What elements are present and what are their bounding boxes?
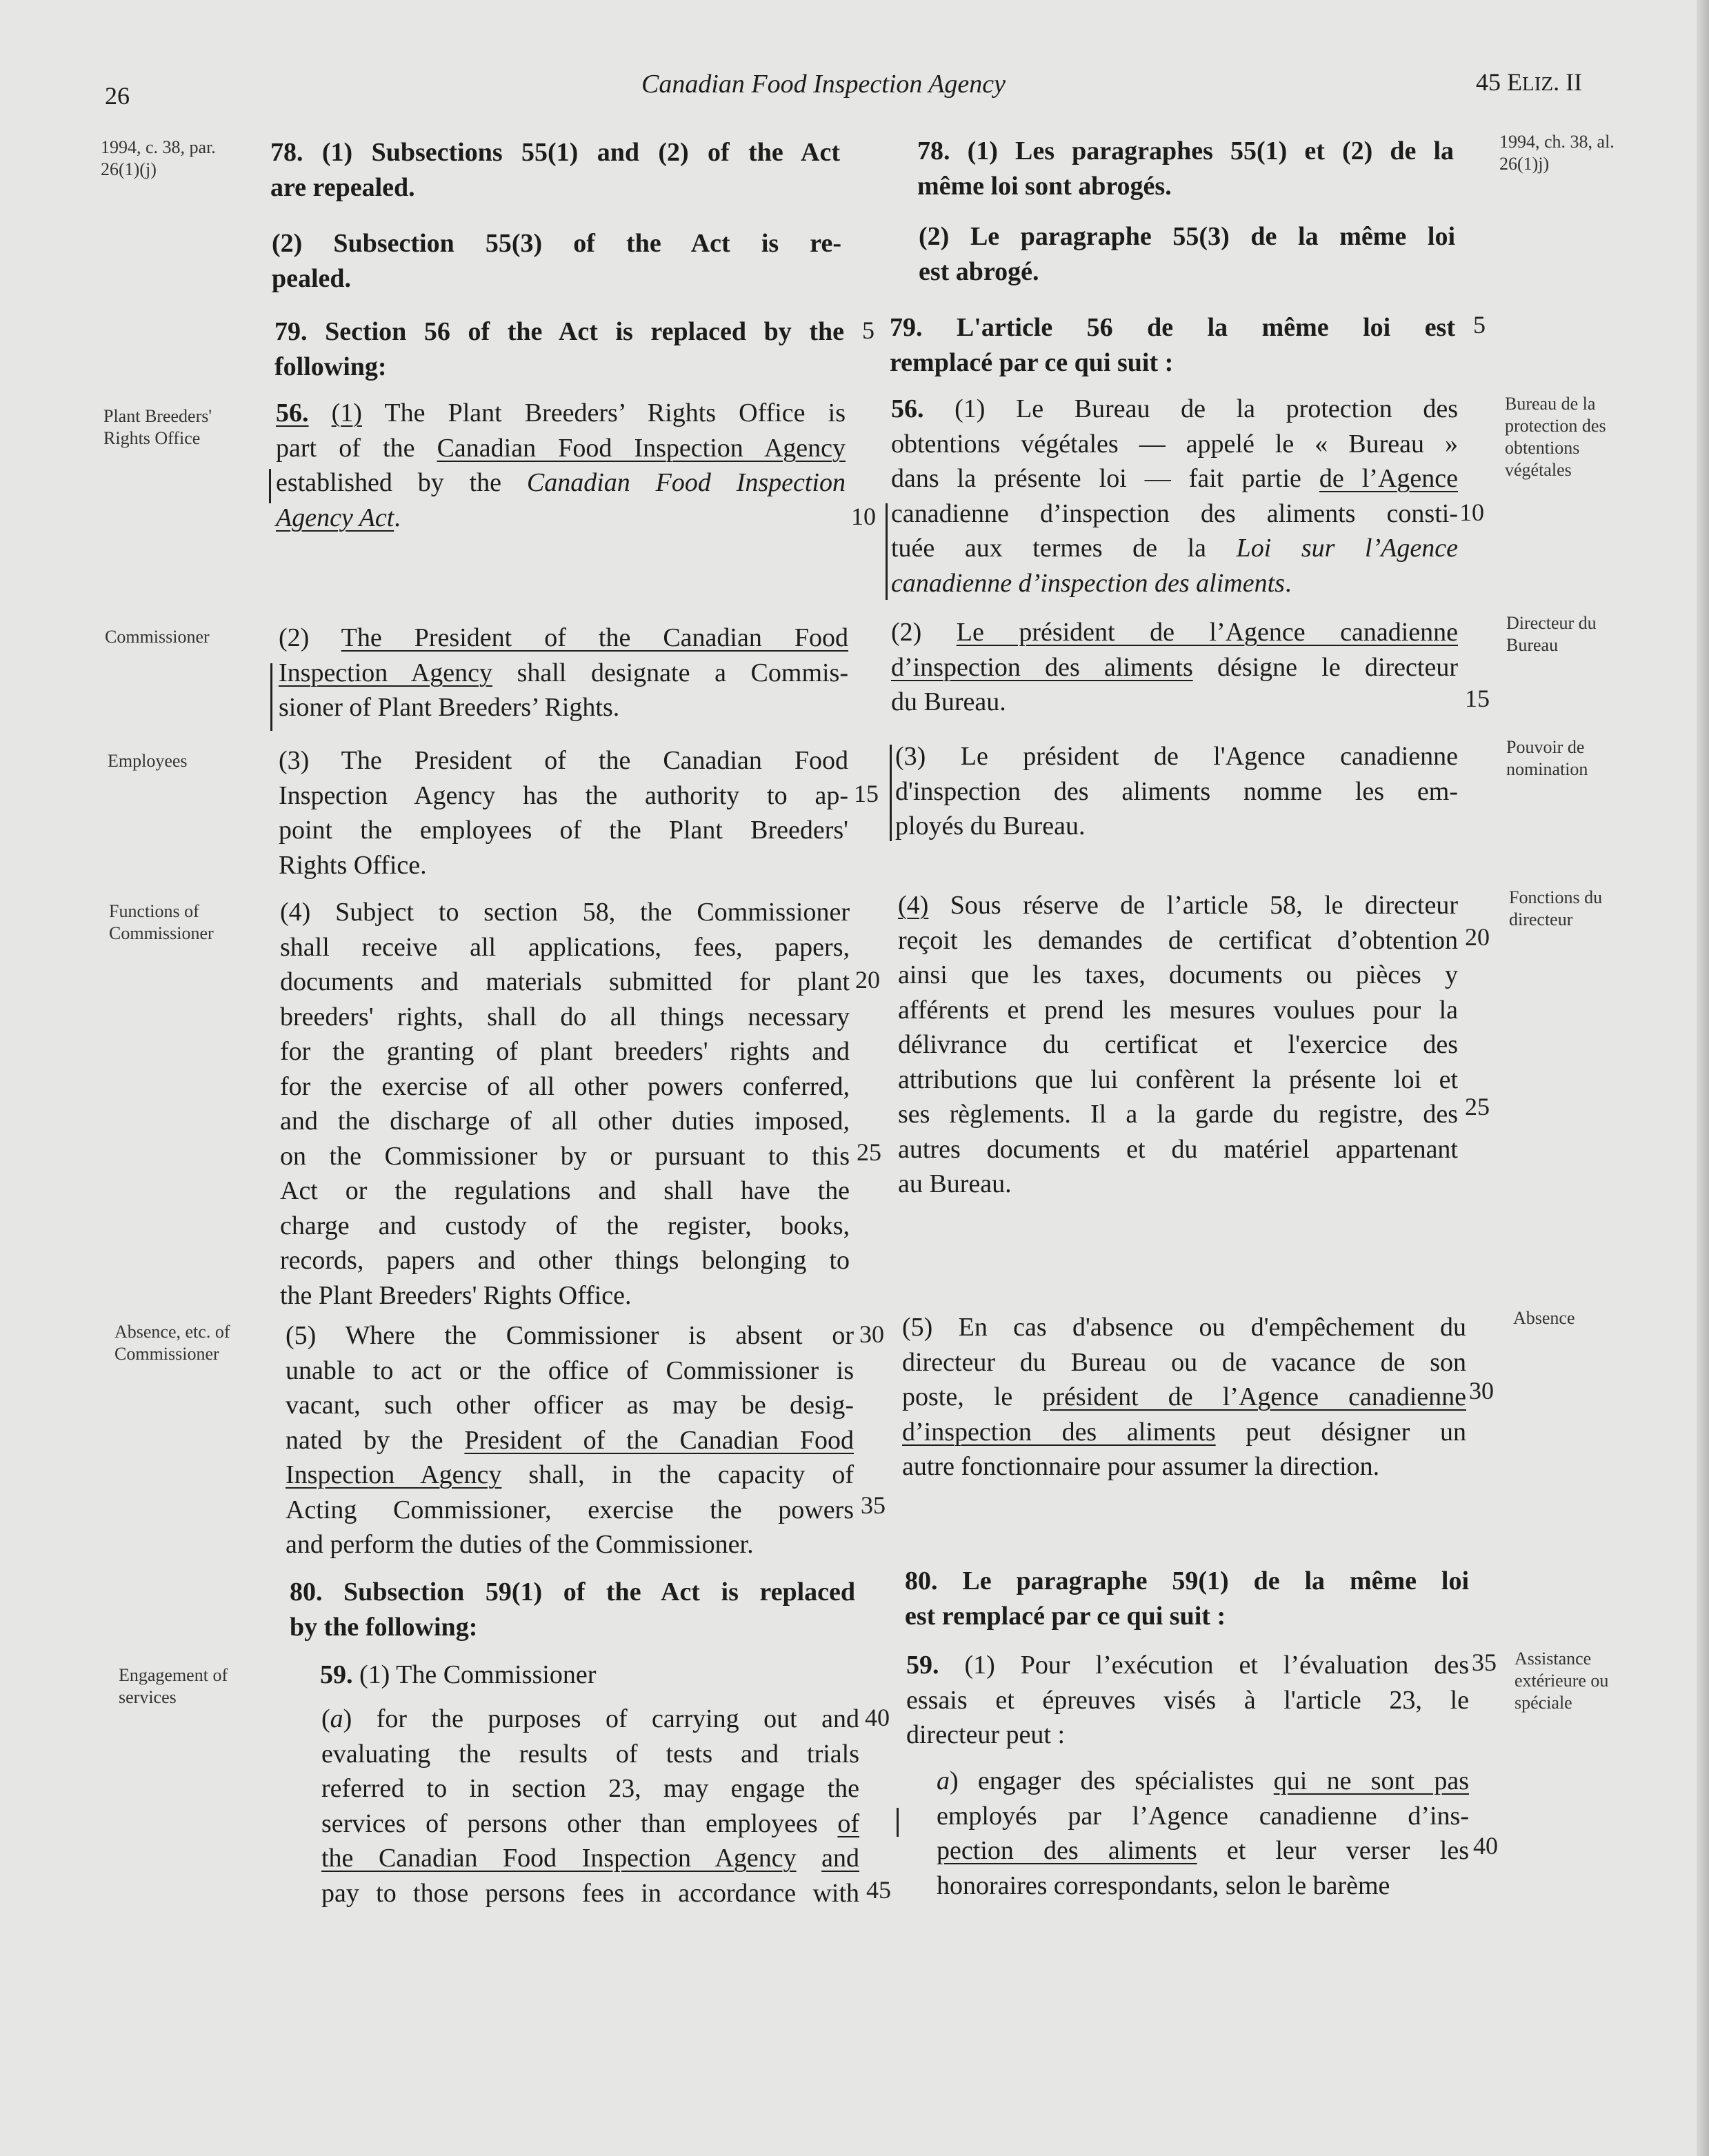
section-56-2-en: (2) The President of the Canadian Food Inspection Agency shall designate a Commis- sioner of Plant Breeders’ Rights. — [279, 623, 849, 722]
margin-note: Functions of Commissioner — [109, 901, 214, 943]
line-number: 35 — [861, 1491, 886, 1519]
line-number: 45 — [866, 1876, 891, 1904]
line-number: 25 — [857, 1138, 881, 1166]
line-number: 5 — [862, 316, 875, 344]
section-80-fr: 80. Le paragraphe 59(1) de la même loi est remplacé par ce qui suit : — [905, 1566, 1469, 1631]
section-56-5-en: (5) Where the Commissioner is absent or unable to act or the office of Commissioner is vacant, such other officer as may be desig- nated by the President of the Canadian Food Inspection Agency shall, in the capacity of Acting Commissioner, exercise the powers and perform the duties of the Commissioner. — [286, 1321, 854, 1559]
line-number: 40 — [1473, 1832, 1498, 1860]
line-number: 40 — [865, 1704, 890, 1731]
page-number: 26 — [105, 82, 130, 110]
page-edge-shadow — [1697, 0, 1709, 2156]
line-number: 30 — [1469, 1377, 1494, 1404]
section-59-1-en: 59. (1) The Commissioner — [320, 1660, 597, 1689]
section-56-1-fr: 56. (1) Le Bureau de la protection des obtentions végétales — appelé le « Bureau » dans la présente loi — fait partie de l’Agence canadienne d’inspection des aliments consti- tuée aux termes de la Loi sur l’Agence canadienne d’inspection des aliments. — [891, 394, 1458, 598]
margin-note: Absence — [1513, 1308, 1575, 1328]
margin-note: Fonctions du directeur — [1509, 887, 1603, 929]
line-number: 30 — [859, 1320, 884, 1348]
margin-note: 1994, c. 38, par. 26(1)(j) — [101, 137, 216, 179]
section-56-4-fr: (4) Sous réserve de l’article 58, le directeur reçoit les demandes de certificat d’obtention ainsi que les taxes, documents ou pièces y afférents et prend les mesures voulues pour la délivrance du certificat et l'exercice des attributions que lui confèrent la présente loi et ses règlements. Il a la garde du registre, des autres documents et du matériel appartenant au Bureau. — [898, 891, 1458, 1198]
line-number: 15 — [1465, 685, 1490, 712]
line-number: 15 — [854, 780, 879, 807]
section-80-en: 80. Subsection 59(1) of the Act is replaced by the following: — [290, 1578, 855, 1642]
section-56-4-en: (4) Subject to section 58, the Commissioner shall receive all applications, fees, papers, documents and materials submitted for plant breeders' rights, shall do all things necessary for the granting of plant breeders' rights and for the exercise of all other powers conferred, and the discharge of all other duties imposed, on the Commissioner by or pursuant to this Act or the regulations and shall have the charge and custody of the register, books, records, papers and other things belonging to the Plant Breeders' Rights Office. — [280, 898, 850, 1310]
revision-bar — [897, 1808, 899, 1837]
margin-note: Employees — [108, 751, 188, 771]
margin-note: Absence, etc. of Commissioner — [114, 1322, 230, 1364]
section-56-1-en: 56. (1) The Plant Breeders’ Rights Office is part of the Canadian Food Inspection Agency established by the Canadian Food Inspection Agency Act. — [276, 399, 846, 532]
margin-note: 1994, ch. 38, al. 26(1)j) — [1499, 132, 1615, 174]
line-number: 5 — [1473, 311, 1486, 339]
section-59-1a-fr: a) engager des spécialistes qui ne sont pas employés par l’Agence canadienne d’ins- pection des aliments et leur verser les honoraires correspondants, selon le barème — [937, 1766, 1469, 1900]
line-number: 10 — [1459, 498, 1484, 526]
revision-bar — [270, 663, 272, 731]
line-number: 20 — [1465, 923, 1490, 951]
section-78-1-fr: 78. (1) Les paragraphes 55(1) et (2) de la même loi sont abrogés. — [917, 137, 1454, 201]
section-56-5-fr: (5) En cas d'absence ou d'empêchement du directeur du Bureau ou de vacance de son poste, le président de l’Agence canadienne d’inspection des aliments peut désigner un autre fonctionnaire pour assumer la direction. — [902, 1313, 1466, 1481]
section-59-1-fr: 59. (1) Pour l’exécution et l’évaluation des essais et épreuves visés à l'article 23, le directeur peut : — [906, 1651, 1469, 1749]
line-number: 20 — [855, 966, 880, 994]
section-78-1-en: 78. (1) Subsections 55(1) and (2) of the Act are repealed. — [270, 138, 840, 202]
margin-note: Bureau de la protection des obtentions végétales — [1505, 394, 1606, 480]
section-79-en: 79. Section 56 of the Act is replaced by the following: — [274, 317, 844, 381]
margin-note: Pouvoir de nomination — [1506, 737, 1588, 779]
margin-note: Assistance extérieure ou spéciale — [1515, 1649, 1609, 1713]
line-number: 10 — [851, 503, 876, 530]
revision-bar — [269, 469, 271, 503]
section-59-1a-en: (a) for the purposes of carrying out and evaluating the results of tests and trials referred to in section 23, may engage the services of persons other than employees of the Canadian Food Inspection Agency and pay to those persons fees in accordance with — [321, 1704, 859, 1908]
margin-note: Plant Breeders' Rights Office — [103, 406, 212, 448]
margin-note: Engagement of services — [119, 1665, 228, 1707]
line-number: 25 — [1465, 1093, 1490, 1120]
section-78-2-fr: (2) Le paragraphe 55(3) de la même loi est abrogé. — [919, 222, 1455, 286]
regnal-year: 45 ELIZ. II — [1476, 68, 1583, 96]
margin-note: Commissioner — [105, 627, 210, 647]
section-56-2-fr: (2) Le président de l’Agence canadienne d’inspection des aliments désigne le directeur du Bureau. — [891, 618, 1458, 716]
running-title: Canadian Food Inspection Agency — [641, 70, 1006, 99]
revision-bar — [890, 745, 892, 841]
section-79-fr: 79. L'article 56 de la même loi est remplacé par ce qui suit : — [890, 313, 1455, 377]
section-56-3-en: (3) The President of the Canadian Food Inspection Agency has the authority to ap- point the employees of the Plant Breeders' Rights Office. — [279, 746, 848, 880]
revision-bar — [886, 503, 888, 600]
section-56-3-fr: (3) Le président de l'Agence canadienne d'inspection des aliments nomme les em- ployés du Bureau. — [895, 742, 1458, 840]
section-78-2-en: (2) Subsection 55(3) of the Act is re- pealed. — [272, 229, 841, 293]
line-number: 35 — [1472, 1649, 1497, 1676]
margin-note: Directeur du Bureau — [1506, 613, 1597, 655]
